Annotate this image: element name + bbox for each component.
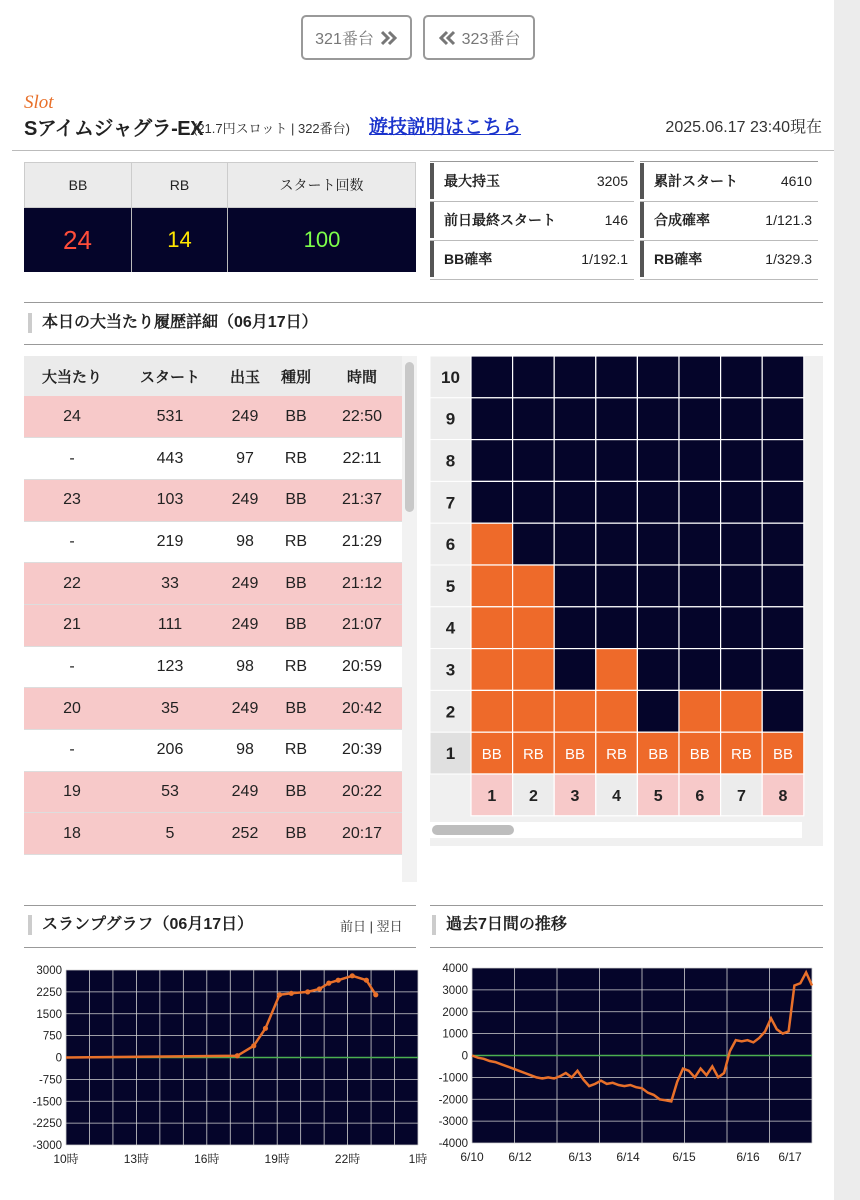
grid-cell	[679, 398, 721, 440]
data-point	[326, 981, 331, 986]
history-row	[24, 646, 402, 688]
hit-number: 19	[24, 771, 120, 813]
start-count: 531	[120, 396, 220, 438]
x-tick-label: 6/15	[672, 1150, 696, 1164]
grid-cell	[471, 440, 513, 482]
x-tick-label: 6/12	[508, 1150, 532, 1164]
history-row	[24, 396, 402, 438]
grid-row-label: 9	[445, 409, 456, 429]
data-point	[251, 1043, 256, 1048]
grid-cell	[513, 523, 555, 565]
y-tick-label: 0	[461, 1050, 468, 1063]
grid-type-label: RB	[606, 746, 628, 764]
grid-cell	[471, 356, 513, 398]
slot-label: Slot	[24, 92, 54, 113]
grid-cell	[637, 565, 679, 607]
grid-row-label: 10	[441, 367, 460, 387]
bonus-type: BB	[270, 771, 322, 813]
start-count: 206	[120, 730, 220, 772]
hit-number: -	[24, 646, 120, 688]
bonus-grid	[430, 356, 823, 846]
info-total-start	[640, 163, 818, 199]
grid-cell	[596, 690, 638, 732]
grid-cell	[554, 398, 596, 440]
col-time: 時間	[322, 356, 402, 396]
history-scroll-area[interactable]	[24, 356, 417, 882]
x-tick-label: 19時	[264, 1152, 290, 1166]
payout: 249	[220, 396, 270, 438]
grid-row-label: 3	[445, 660, 456, 680]
grid-cell	[554, 440, 596, 482]
grid-cell	[471, 690, 513, 732]
grid-cell	[721, 690, 763, 732]
grid-row-label: 2	[445, 702, 456, 722]
info-bb-prob	[430, 241, 634, 277]
start-count: 219	[120, 521, 220, 563]
start-header: スタート回数	[228, 162, 416, 208]
bonus-type: BB	[270, 604, 322, 646]
y-tick-label: 750	[42, 1030, 62, 1043]
y-tick-label: 3000	[442, 984, 468, 997]
grid-cell	[637, 481, 679, 523]
timestamp: 2025.06.17 23:40現在	[665, 119, 822, 136]
guide-link[interactable]: 遊技説明はこちら	[369, 117, 522, 138]
hit-time: 22:50	[322, 396, 402, 438]
hit-number: -	[24, 730, 120, 772]
start-count: 33	[120, 563, 220, 605]
grid-number-label: 6	[695, 787, 705, 805]
info-label: RB確率	[654, 251, 703, 267]
col-hit: 大当たり	[24, 356, 120, 396]
grid-cell	[471, 649, 513, 691]
info-label: 合成確率	[654, 212, 710, 228]
info-value: 3205	[596, 173, 628, 189]
info-label: 累計スタート	[654, 173, 738, 189]
grid-cell	[513, 565, 555, 607]
grid-cell	[596, 481, 638, 523]
grid-cell	[637, 523, 679, 565]
history-title: 本日の大当たり履歴詳細（06月17日）	[28, 313, 318, 333]
payout: 249	[220, 771, 270, 813]
info-value: 1/121.3	[765, 212, 812, 228]
grid-cell	[679, 649, 721, 691]
info-value: 146	[604, 212, 628, 228]
start-count: 100	[228, 208, 416, 272]
y-tick-label: -1500	[32, 1096, 62, 1109]
machine-name: Sアイムジャグラ-EX	[24, 118, 203, 140]
section-divider	[24, 302, 823, 303]
grid-cell	[471, 523, 513, 565]
data-point	[235, 1053, 240, 1058]
trend-title: 過去7日間の推移	[432, 915, 567, 935]
col-start: スタート	[120, 356, 220, 396]
y-tick-label: 0	[55, 1052, 62, 1065]
history-row	[24, 688, 402, 730]
hit-number: 22	[24, 563, 120, 605]
history-scroll-thumb[interactable]	[405, 362, 414, 512]
grid-type-label: BB	[481, 746, 502, 764]
y-tick-label: -2250	[32, 1118, 62, 1131]
hit-time: 20:42	[322, 688, 402, 730]
grid-scrollbar[interactable]	[430, 822, 802, 838]
grid-cell	[513, 607, 555, 649]
grid-cell	[762, 523, 804, 565]
grid-cell	[762, 440, 804, 482]
grid-cell	[513, 440, 555, 482]
grid-cell	[762, 607, 804, 649]
grid-type-label: BB	[689, 746, 710, 764]
grid-cell	[596, 398, 638, 440]
grid-cell	[513, 690, 555, 732]
slump-title: スランプグラフ（06月17日）	[28, 915, 253, 935]
history-row	[24, 479, 402, 521]
info-rb-prob	[640, 241, 818, 277]
hit-number: 23	[24, 479, 120, 521]
grid-number-label: 2	[528, 787, 538, 805]
grid-row-label: 4	[445, 618, 456, 638]
start-count: 111	[120, 604, 220, 646]
y-tick-label: -3000	[32, 1140, 62, 1152]
y-tick-label: 3000	[36, 965, 62, 977]
section-divider	[24, 905, 416, 906]
grid-cell	[554, 649, 596, 691]
grid-type-label: BB	[648, 746, 669, 764]
y-tick-label: 2000	[442, 1006, 468, 1019]
grid-row-label: 7	[445, 493, 456, 513]
bonus-type: BB	[270, 813, 322, 855]
y-tick-label: -4000	[438, 1138, 468, 1150]
hit-time: 20:39	[322, 730, 402, 772]
grid-cell	[471, 481, 513, 523]
next-day-link[interactable]: 翌日	[376, 919, 403, 934]
grid-cell	[637, 690, 679, 732]
grid-scroll-thumb[interactable]	[432, 825, 514, 835]
payout: 249	[220, 479, 270, 521]
start-count: 53	[120, 771, 220, 813]
y-tick-label: 2250	[36, 986, 62, 999]
history-row	[24, 604, 402, 646]
grid-type-label: BB	[772, 746, 794, 764]
grid-number-label: 3	[570, 787, 580, 805]
x-tick-label: 1時	[408, 1152, 428, 1166]
x-tick-label: 10時	[53, 1152, 79, 1166]
info-max-balls	[430, 163, 634, 199]
grid-cell	[637, 607, 679, 649]
grid-cell	[762, 565, 804, 607]
history-row	[24, 730, 402, 772]
bonus-type: BB	[270, 396, 322, 438]
header-divider	[12, 150, 834, 151]
payout: 252	[220, 813, 270, 855]
payout: 98	[220, 730, 270, 772]
history-row	[24, 563, 402, 605]
bb-count: 24	[24, 208, 132, 272]
hit-time: 21:29	[322, 521, 402, 563]
data-point	[289, 991, 294, 996]
grid-cell	[554, 607, 596, 649]
start-count: 5	[120, 813, 220, 855]
grid-cell	[554, 523, 596, 565]
hit-number: 21	[24, 604, 120, 646]
hit-time: 20:17	[322, 813, 402, 855]
hit-time: 22:11	[322, 438, 402, 480]
info-label: BB確率	[444, 251, 493, 267]
section-divider	[24, 344, 823, 345]
data-point	[263, 1026, 268, 1031]
grid-cell	[637, 440, 679, 482]
history-row	[24, 813, 402, 855]
x-tick-label: 22時	[334, 1152, 361, 1166]
grid-cell	[596, 607, 638, 649]
grid-type-label: BB	[564, 746, 586, 764]
grid-cell	[513, 649, 555, 691]
hit-time: 21:37	[322, 479, 402, 521]
grid-cell	[637, 649, 679, 691]
grid-cell	[554, 481, 596, 523]
start-count: 123	[120, 646, 220, 688]
rb-count: 14	[132, 208, 228, 272]
grid-cell	[721, 356, 763, 398]
x-tick-label: 6/13	[568, 1150, 592, 1164]
grid-cell	[471, 565, 513, 607]
grid-number-label: 4	[612, 787, 622, 805]
hit-number: -	[24, 521, 120, 563]
grid-row-label: 1	[445, 744, 456, 764]
grid-cell	[596, 565, 638, 607]
history-row	[24, 521, 402, 563]
grid-cell	[679, 440, 721, 482]
bonus-type: RB	[270, 521, 322, 563]
data-point	[317, 986, 322, 991]
info-divider	[640, 279, 818, 280]
grid-cell	[721, 649, 763, 691]
info-label: 前日最終スタート	[444, 212, 556, 228]
grid-cell	[596, 523, 638, 565]
grid-number-label: 7	[736, 787, 746, 805]
grid-cell	[637, 356, 679, 398]
history-table	[24, 356, 402, 855]
grid-cell	[762, 690, 804, 732]
hit-number: 18	[24, 813, 120, 855]
grid-cell	[721, 523, 763, 565]
history-row	[24, 771, 402, 813]
start-count: 443	[120, 438, 220, 480]
col-payout: 出玉	[220, 356, 270, 396]
grid-number-label: 1	[487, 787, 497, 805]
y-tick-label: -2000	[438, 1094, 468, 1107]
payout: 249	[220, 604, 270, 646]
history-row	[24, 438, 402, 480]
next-machine-label: 323番台	[461, 31, 521, 48]
data-point	[305, 989, 310, 994]
info-value: 4610	[780, 173, 812, 189]
x-tick-label: 6/14	[616, 1150, 640, 1164]
x-tick-label: 16時	[194, 1152, 220, 1166]
section-divider	[24, 947, 416, 948]
grid-cell	[762, 356, 804, 398]
y-tick-label: 4000	[442, 963, 468, 975]
grid-cell	[679, 523, 721, 565]
history-scrollbar[interactable]	[402, 356, 417, 882]
info-divider	[430, 279, 634, 280]
start-count: 35	[120, 688, 220, 730]
data-point	[350, 973, 355, 978]
info-label: 最大持玉	[444, 173, 500, 189]
bonus-grid-panel	[430, 356, 823, 846]
hit-number: -	[24, 438, 120, 480]
hit-time: 20:22	[322, 771, 402, 813]
machine-info: (21.7円スロット | 322番台)	[193, 121, 350, 136]
rb-header: RB	[132, 162, 228, 208]
bonus-type: BB	[270, 479, 322, 521]
col-type: 種別	[270, 356, 322, 396]
payout: 98	[220, 521, 270, 563]
grid-cell	[554, 565, 596, 607]
payout: 249	[220, 563, 270, 605]
data-point	[364, 978, 369, 983]
y-tick-label: 1000	[442, 1028, 468, 1041]
grid-number-label: 8	[778, 787, 788, 805]
info-value: 1/329.3	[765, 251, 812, 267]
slump-nav	[340, 916, 403, 935]
bonus-type: BB	[270, 688, 322, 730]
grid-cell	[637, 398, 679, 440]
bonus-type: BB	[270, 563, 322, 605]
grid-cell	[554, 356, 596, 398]
prev-day-link[interactable]: 前日	[340, 919, 367, 934]
grid-row-label: 6	[445, 535, 456, 555]
bb-header: BB	[24, 162, 132, 208]
grid-cell	[721, 607, 763, 649]
grid-cell	[513, 481, 555, 523]
hit-number: 20	[24, 688, 120, 730]
info-prev-start	[430, 202, 634, 238]
info-divider	[430, 161, 634, 162]
hit-number: 24	[24, 396, 120, 438]
slump-chart	[18, 960, 428, 1190]
grid-cell	[596, 649, 638, 691]
data-point	[336, 978, 341, 983]
grid-cell	[679, 481, 721, 523]
prev-machine-label: 321番台	[315, 31, 374, 48]
info-divider	[640, 161, 818, 162]
info-combined-prob	[640, 202, 818, 238]
x-tick-label: 6/17	[778, 1150, 802, 1164]
payout: 249	[220, 688, 270, 730]
section-divider	[430, 905, 823, 906]
grid-type-label: RB	[522, 746, 544, 764]
hit-time: 21:07	[322, 604, 402, 646]
next-machine-button[interactable]	[423, 15, 535, 60]
x-tick-label: 6/16	[736, 1150, 760, 1164]
grid-cell	[762, 481, 804, 523]
grid-row-label: 8	[445, 451, 456, 471]
y-tick-label: -3000	[438, 1116, 468, 1129]
data-point	[373, 992, 378, 997]
x-tick-label: 13時	[123, 1152, 150, 1166]
grid-cell	[721, 440, 763, 482]
grid-type-label: RB	[730, 746, 752, 764]
nav-separator: |	[369, 919, 374, 934]
payout: 97	[220, 438, 270, 480]
bonus-type: RB	[270, 646, 322, 688]
grid-cell	[513, 356, 555, 398]
grid-cell	[513, 398, 555, 440]
trend-chart	[422, 960, 822, 1190]
grid-cell	[721, 398, 763, 440]
payout: 98	[220, 646, 270, 688]
y-tick-label: -1000	[438, 1072, 468, 1085]
grid-cell	[596, 356, 638, 398]
grid-cell	[721, 481, 763, 523]
start-count: 103	[120, 479, 220, 521]
y-tick-label: -750	[38, 1074, 62, 1087]
section-divider	[430, 947, 823, 948]
grid-cell	[679, 565, 721, 607]
grid-cell	[679, 607, 721, 649]
grid-cell	[471, 607, 513, 649]
x-tick-label: 6/10	[460, 1150, 484, 1164]
bonus-type: RB	[270, 730, 322, 772]
data-point	[277, 992, 282, 997]
double-chevron-left-icon	[438, 30, 456, 46]
grid-cell	[679, 356, 721, 398]
y-tick-label: 1500	[36, 1008, 62, 1021]
double-chevron-right-icon	[380, 30, 398, 46]
hit-time: 21:12	[322, 563, 402, 605]
grid-row-label: 5	[445, 576, 456, 596]
grid-number-label: 5	[653, 787, 663, 805]
history-header-row	[24, 356, 402, 396]
info-value: 1/192.1	[581, 251, 628, 267]
grid-cell	[679, 690, 721, 732]
grid-cell	[762, 398, 804, 440]
bonus-type: RB	[270, 438, 322, 480]
hit-time: 20:59	[322, 646, 402, 688]
grid-cell	[762, 649, 804, 691]
grid-cell	[554, 690, 596, 732]
grid-cell	[721, 565, 763, 607]
prev-machine-button[interactable]	[301, 15, 412, 60]
grid-cell	[596, 440, 638, 482]
grid-cell	[471, 398, 513, 440]
